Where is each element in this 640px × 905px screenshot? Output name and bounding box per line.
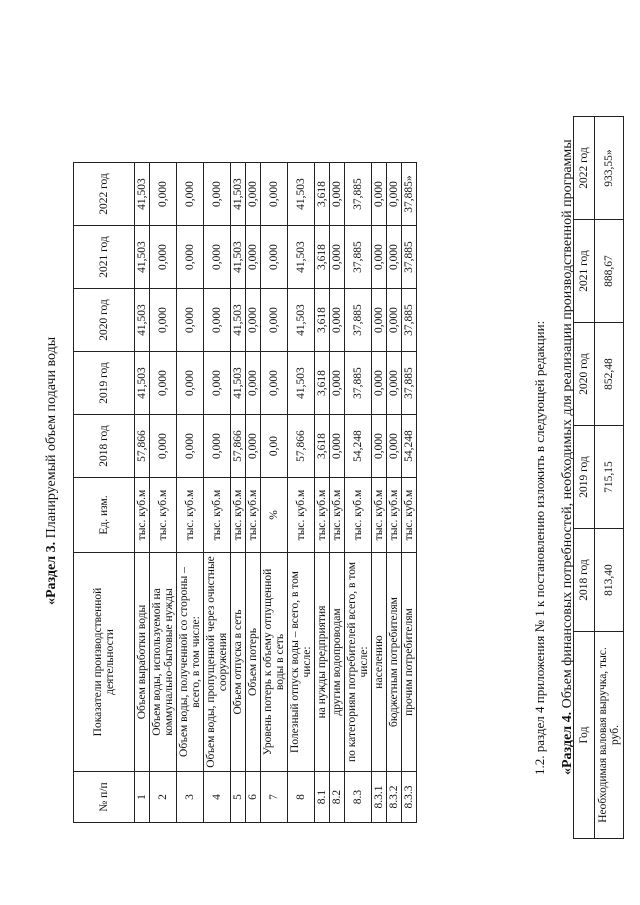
row-2018: 0,000 xyxy=(372,415,387,478)
row-unit: тыс. куб.м xyxy=(372,478,387,553)
row-2021: 41,503 xyxy=(288,226,315,289)
header-num: № п/п xyxy=(74,772,135,823)
fin-header-2020: 2020 год xyxy=(574,323,595,426)
row-2022: 0,000 xyxy=(330,163,345,226)
row-indicator: прочим потребителям xyxy=(402,553,417,772)
row-indicator: бюджетным потребителям xyxy=(387,553,402,772)
row-2020: 41,503 xyxy=(135,289,150,352)
row-unit: тыс. куб.м xyxy=(330,478,345,553)
table-body xyxy=(135,163,417,823)
row-2019: 41,503 xyxy=(135,352,150,415)
fin-revenue-label: Необходимая валовая выручка, тыс. руб. xyxy=(595,632,624,839)
row-num: 8 xyxy=(288,772,315,823)
row-2021: 0,000 xyxy=(330,226,345,289)
row-indicator: Объем воды, пропущенной через очистные сооружения xyxy=(204,553,231,772)
row-2021: 0,000 xyxy=(150,226,177,289)
table-row xyxy=(261,163,288,823)
amendment-note: 1.2. раздел 4 приложения № 1 к постановлению изложить в следующей редакции: xyxy=(532,320,547,775)
fin-header-2022: 2022 год xyxy=(574,117,595,220)
section3-title-bold: «Раздел 3. xyxy=(44,541,59,605)
table-row xyxy=(330,163,345,823)
row-indicator: на нужды предприятия xyxy=(315,553,330,772)
row-2019: 37,885 xyxy=(402,352,417,415)
section4-title-rest: Объем финансовых потребностей, необходимых для реализации производственной программы xyxy=(560,139,575,712)
row-2022: 37,885» xyxy=(402,163,417,226)
row-2022: 0,000 xyxy=(261,163,288,226)
table-row xyxy=(135,163,150,823)
row-num: 8.3.2 xyxy=(387,772,402,823)
row-2022: 37,885 xyxy=(345,163,372,226)
row-2020: 0,000 xyxy=(177,289,204,352)
table-row xyxy=(246,163,261,823)
row-2018: 0,000 xyxy=(387,415,402,478)
fin-header-2021: 2021 год xyxy=(574,220,595,323)
fin-header-row xyxy=(574,117,595,839)
row-indicator: Уровень потерь к объему отпущенной воды в сеть xyxy=(261,553,288,772)
row-unit: % xyxy=(261,478,288,553)
row-unit: тыс. куб.м xyxy=(402,478,417,553)
row-2019: 0,000 xyxy=(150,352,177,415)
row-unit: тыс. куб.м xyxy=(387,478,402,553)
row-2022: 0,000 xyxy=(177,163,204,226)
financial-needs-table xyxy=(573,116,624,839)
row-num: 6 xyxy=(246,772,261,823)
row-indicator: Объем выработки воды xyxy=(135,553,150,772)
row-2021: 37,885 xyxy=(402,226,417,289)
table-row xyxy=(231,163,246,823)
row-unit: тыс. куб.м xyxy=(204,478,231,553)
row-2021: 41,503 xyxy=(231,226,246,289)
row-2019: 0,000 xyxy=(204,352,231,415)
row-2020: 0,000 xyxy=(246,289,261,352)
row-2019: 41,503 xyxy=(288,352,315,415)
row-2019: 0,000 xyxy=(246,352,261,415)
row-2021: 37,885 xyxy=(345,226,372,289)
row-unit: тыс. куб.м xyxy=(246,478,261,553)
row-indicator: Объем воды, полученной со стороны – всего, в том числе: xyxy=(177,553,204,772)
fin-revenue-2020: 852,48 xyxy=(595,323,624,426)
row-2019: 37,885 xyxy=(345,352,372,415)
row-num: 8.3.1 xyxy=(372,772,387,823)
row-2018: 57,866 xyxy=(135,415,150,478)
row-unit: тыс. куб.м xyxy=(150,478,177,553)
table-row xyxy=(150,163,177,823)
section3-title-rest: Планируемый объем подачи воды xyxy=(44,336,59,542)
row-indicator: Полезный отпуск воды – всего, в том числе: xyxy=(288,553,315,772)
row-num: 8.3.3 xyxy=(402,772,417,823)
row-2020: 3,618 xyxy=(315,289,330,352)
table-row xyxy=(315,163,330,823)
table-row xyxy=(387,163,402,823)
row-unit: тыс. куб.м xyxy=(135,478,150,553)
row-2018: 57,866 xyxy=(231,415,246,478)
fin-revenue-row xyxy=(595,117,624,839)
table-row xyxy=(402,163,417,823)
row-unit: тыс. куб.м xyxy=(177,478,204,553)
row-num: 2 xyxy=(150,772,177,823)
row-2022: 0,000 xyxy=(150,163,177,226)
table-row xyxy=(288,163,315,823)
row-2020: 0,000 xyxy=(261,289,288,352)
row-num: 4 xyxy=(204,772,231,823)
row-2021: 0,000 xyxy=(372,226,387,289)
table-header-row xyxy=(74,163,135,823)
row-unit: тыс. куб.м xyxy=(315,478,330,553)
header-2019: 2019 год xyxy=(74,352,135,415)
section3-title xyxy=(44,337,60,605)
row-2021: 0,000 xyxy=(177,226,204,289)
table-row xyxy=(345,163,372,823)
row-indicator: населению xyxy=(372,553,387,772)
row-2021: 0,000 xyxy=(261,226,288,289)
row-num: 7 xyxy=(261,772,288,823)
row-2020: 0,000 xyxy=(387,289,402,352)
row-2018: 0,000 xyxy=(330,415,345,478)
row-2019: 0,000 xyxy=(330,352,345,415)
row-indicator: Объем потерь xyxy=(246,553,261,772)
water-supply-table xyxy=(73,162,417,823)
row-2020: 37,885 xyxy=(345,289,372,352)
row-2019: 3,618 xyxy=(315,352,330,415)
header-2020: 2020 год xyxy=(74,289,135,352)
row-unit: тыс. куб.м xyxy=(345,478,372,553)
row-2018: 0,000 xyxy=(150,415,177,478)
row-2022: 0,000 xyxy=(246,163,261,226)
row-2018: 0,000 xyxy=(246,415,261,478)
row-indicator: по категориям потребителей всего, в том числе: xyxy=(345,553,372,772)
header-2021: 2021 год xyxy=(74,226,135,289)
row-2020: 0,000 xyxy=(150,289,177,352)
header-2018: 2018 год xyxy=(74,415,135,478)
row-2018: 54,248 xyxy=(402,415,417,478)
row-2018: 0,000 xyxy=(177,415,204,478)
row-2022: 41,503 xyxy=(288,163,315,226)
row-2021: 41,503 xyxy=(135,226,150,289)
table-row xyxy=(372,163,387,823)
row-2022: 0,000 xyxy=(372,163,387,226)
row-2020: 41,503 xyxy=(231,289,246,352)
fin-header-2018: 2018 год xyxy=(574,529,595,632)
row-2021: 0,000 xyxy=(246,226,261,289)
row-2022: 0,000 xyxy=(204,163,231,226)
row-num: 3 xyxy=(177,772,204,823)
row-num: 8.1 xyxy=(315,772,330,823)
row-indicator: Объем воды, используемой на коммунально-бытовые нужды xyxy=(150,553,177,772)
row-indicator: другим водопроводам xyxy=(330,553,345,772)
row-indicator: Объем отпуска в сеть xyxy=(231,553,246,772)
fin-header-year: Год xyxy=(574,632,595,839)
row-num: 8.2 xyxy=(330,772,345,823)
row-2020: 41,503 xyxy=(288,289,315,352)
fin-header-2019: 2019 год xyxy=(574,426,595,529)
row-2020: 0,000 xyxy=(372,289,387,352)
row-2019: 0,000 xyxy=(177,352,204,415)
row-2021: 0,000 xyxy=(204,226,231,289)
row-2022: 41,503 xyxy=(135,163,150,226)
row-2021: 3,618 xyxy=(315,226,330,289)
header-indicator: Показатели производственной деятельности xyxy=(74,553,135,772)
row-2021: 0,000 xyxy=(387,226,402,289)
row-unit: тыс. куб.м xyxy=(288,478,315,553)
row-2020: 37,885 xyxy=(402,289,417,352)
fin-revenue-2018: 813,40 xyxy=(595,529,624,632)
row-2019: 0,000 xyxy=(372,352,387,415)
row-num: 5 xyxy=(231,772,246,823)
row-num: 8.3 xyxy=(345,772,372,823)
row-2022: 0,000 xyxy=(387,163,402,226)
header-unit: Ед. изм. xyxy=(74,478,135,553)
row-2018: 54,248 xyxy=(345,415,372,478)
row-2020: 0,000 xyxy=(330,289,345,352)
table-row xyxy=(177,163,204,823)
row-2022: 3,618 xyxy=(315,163,330,226)
row-2019: 0,000 xyxy=(387,352,402,415)
row-2020: 0,000 xyxy=(204,289,231,352)
row-unit: тыс. куб.м xyxy=(231,478,246,553)
row-2018: 0,00 xyxy=(261,415,288,478)
row-2022: 41,503 xyxy=(231,163,246,226)
header-2022: 2022 год xyxy=(74,163,135,226)
section4-title-bold: «Раздел 4. xyxy=(560,711,575,775)
fin-revenue-2021: 888,67 xyxy=(595,220,624,323)
table-row xyxy=(204,163,231,823)
row-2018: 3,618 xyxy=(315,415,330,478)
fin-revenue-2022: 933,55» xyxy=(595,117,624,220)
row-2019: 0,000 xyxy=(261,352,288,415)
fin-revenue-2019: 715,15 xyxy=(595,426,624,529)
row-num: 1 xyxy=(135,772,150,823)
row-2018: 57,866 xyxy=(288,415,315,478)
row-2019: 41,503 xyxy=(231,352,246,415)
row-2018: 0,000 xyxy=(204,415,231,478)
